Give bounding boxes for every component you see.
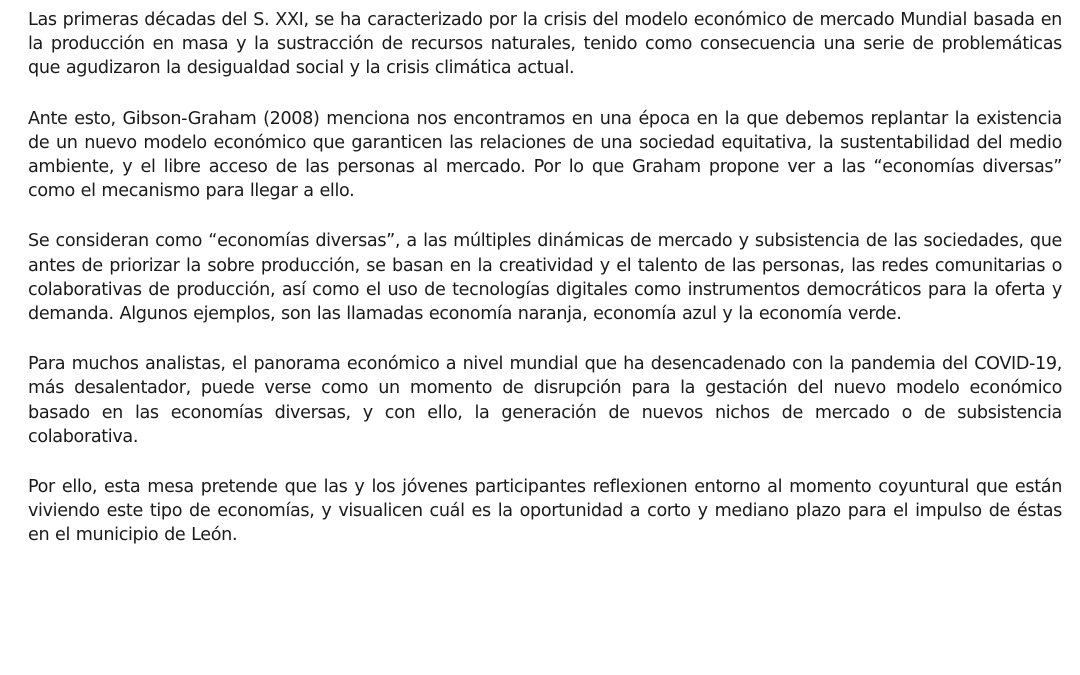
- paragraph-4: Para muchos analistas, el panorama económico a nivel mundial que ha desencadenado con la pandemia del COVID-19, más desalentador, puede verse como un momento de disrupción para la gestación del nuevo modelo económico basado en las economías diversas, y con ello, la generación de nuevos nichos de mercado o de subsistencia colaborativa.: [28, 354, 1062, 447]
- paragraph-2: Ante esto, Gibson-Graham (2008) menciona nos encontramos en una época en la que debemos replantar la existencia de un nuevo modelo económico que garanticen las relaciones de una sociedad equitativa, la sustentabilidad del medio ambiente, y el libre acceso de las personas al mercado. Por lo que Graham propone ver a las “economías diversas” como el mecanismo para llegar a ello.: [28, 108, 1062, 202]
- document-body: [28, 8, 1062, 548]
- paragraph-3: Se consideran como “economías diversas”, a las múltiples dinámicas de mercado y subsistencia de las sociedades, que antes de priorizar la sobre producción, se basan en la creatividad y el talento de las personas, las redes comunitarias o colaborativas de producción, así como el uso de tecnologías digitales como instrumentos democráticos para la oferta y demanda. Algunos ejemplos, son las llamadas economía naranja, economía azul y la economía verde.: [28, 231, 1062, 325]
- paragraph-1: Las primeras décadas del S. XXI, se ha caracterizado por la crisis del modelo económico de mercado Mundial basada en la producción en masa y la sustracción de recursos naturales, tenido como consecuencia una serie de problemáticas que agudizaron la desigualdad social y la crisis climática actual.: [28, 10, 1062, 79]
- paragraph-5: Por ello, esta mesa pretende que las y los jóvenes participantes reflexionen entorno al momento coyuntural que están viviendo este tipo de economías, y visualicen cuál es la oportunidad a corto y mediano plazo para el impulso de éstas en el municipio de León.: [28, 477, 1062, 546]
